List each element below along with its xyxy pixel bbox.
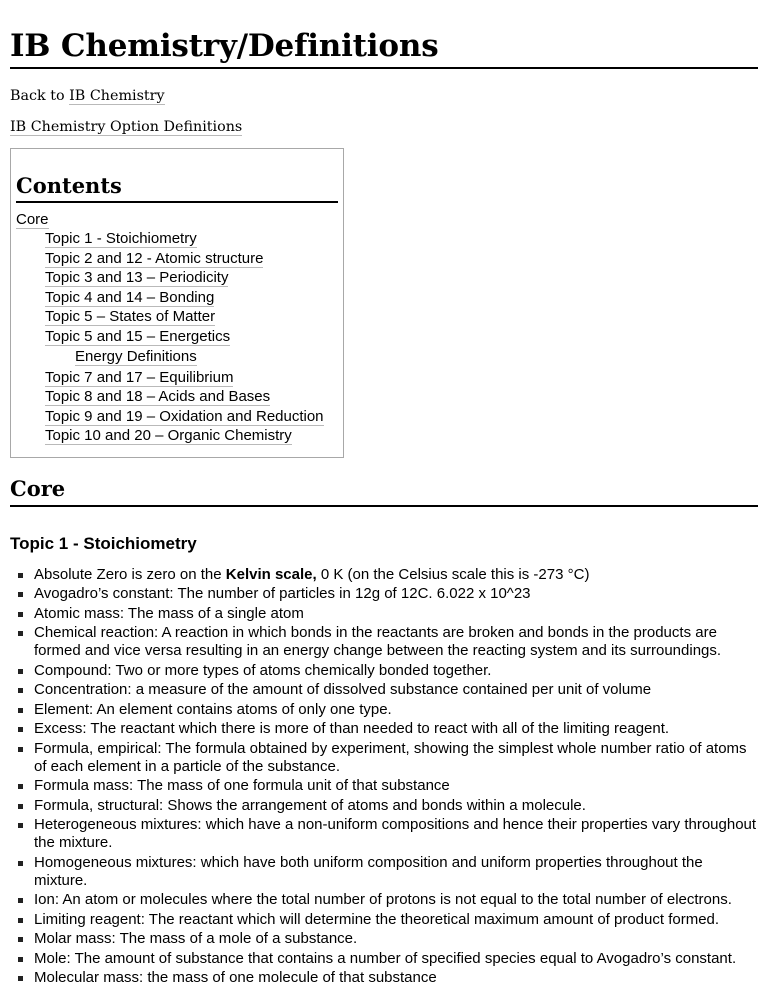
- table-of-contents: [10, 148, 344, 458]
- definitions-list: [10, 566, 758, 988]
- list-item: Formula mass: The mass of one formula unit of that substance: [10, 777, 758, 795]
- back-link[interactable]: IB Chemistry: [69, 88, 165, 104]
- toc-item[interactable]: Topic 3 and 13 – Periodicity: [45, 269, 229, 286]
- toc-item[interactable]: Topic 7 and 17 – Equilibrium: [45, 368, 234, 386]
- list-item: Molecular mass: the mass of one molecule of that substance: [10, 969, 758, 987]
- list-item: Formula, structural: Shows the arrangement of atoms and bonds within a molecule.: [10, 797, 758, 815]
- toc-item[interactable]: Topic 4 and 14 – Bonding: [45, 288, 215, 306]
- option-definitions-link[interactable]: IB Chemistry Option Definitions: [10, 119, 243, 135]
- list-item: Formula, empirical: The formula obtained by experiment, showing the simplest whole number ratio of atoms of each element in a particle of the substance.: [10, 740, 758, 776]
- list-item: Chemical reaction: A reaction in which bonds in the reactants are broken and bonds in the products are formed and vice versa resulting in an energy change between the reacting system and its surroundings.: [10, 624, 758, 660]
- toc-item[interactable]: Topic 9 and 19 – Oxidation and Reduction: [45, 407, 324, 425]
- list-item: Homogeneous mixtures: which have both uniform composition and uniform properties throughout the mixture.: [10, 854, 758, 890]
- back-prefix: Back to: [10, 88, 70, 104]
- list-item: Excess: The reactant which there is more of than needed to react with all of the limiting reagent.: [10, 720, 758, 738]
- section-title: Core: [10, 458, 758, 507]
- topic-title: Topic 1 - Stoichiometry: [10, 533, 197, 553]
- toc-item[interactable]: Topic 8 and 18 – Acids and Bases: [45, 388, 271, 405]
- list-item: Atomic mass: The mass of a single atom: [10, 605, 758, 623]
- toc-item[interactable]: Topic 1 - Stoichiometry: [45, 230, 197, 247]
- list-item: Element: An element contains atoms of only one type.: [10, 701, 758, 719]
- toc-subitem[interactable]: Energy Definitions: [75, 348, 197, 365]
- toc-item[interactable]: Topic 10 and 20 – Organic Chemistry: [45, 427, 292, 444]
- list-item: Mole: The amount of substance that contains a number of specified species equal to Avogadro’s constant.: [10, 950, 758, 968]
- list-item: Limiting reagent: The reactant which will determine the theoretical maximum amount of product formed.: [10, 911, 758, 929]
- back-line: [10, 86, 758, 106]
- toc-item[interactable]: Topic 2 and 12 - Atomic structure: [45, 249, 264, 267]
- list-item: Molar mass: The mass of a mole of a substance.: [10, 930, 758, 948]
- option-definitions-line: [10, 117, 758, 137]
- toc-item-core[interactable]: Core: [16, 211, 49, 228]
- list-item: Avogadro’s constant: The number of particles in 12g of 12C. 6.022 x 10^23: [10, 585, 758, 603]
- toc-list: [16, 229, 338, 446]
- list-item: Ion: An atom or molecules where the total number of protons is not equal to the total number of electrons.: [10, 891, 758, 909]
- list-item: Concentration: a measure of the amount of dissolved substance contained per unit of volume: [10, 681, 758, 699]
- page-title: IB Chemistry/Definitions: [10, 0, 758, 69]
- list-item: Absolute Zero is zero on the Kelvin scale, 0 K (on the Celsius scale this is -273 °C): [10, 566, 758, 584]
- toc-item[interactable]: Topic 5 – States of Matter: [45, 308, 216, 325]
- toc-item[interactable]: Topic 5 and 15 – Energetics: [45, 327, 231, 345]
- list-item: Heterogeneous mixtures: which have a non-uniform compositions and hence their properties vary throughout the mixture.: [10, 816, 758, 852]
- list-item: Compound: Two or more types of atoms chemically bonded together.: [10, 662, 758, 680]
- toc-title: Contents: [16, 171, 338, 203]
